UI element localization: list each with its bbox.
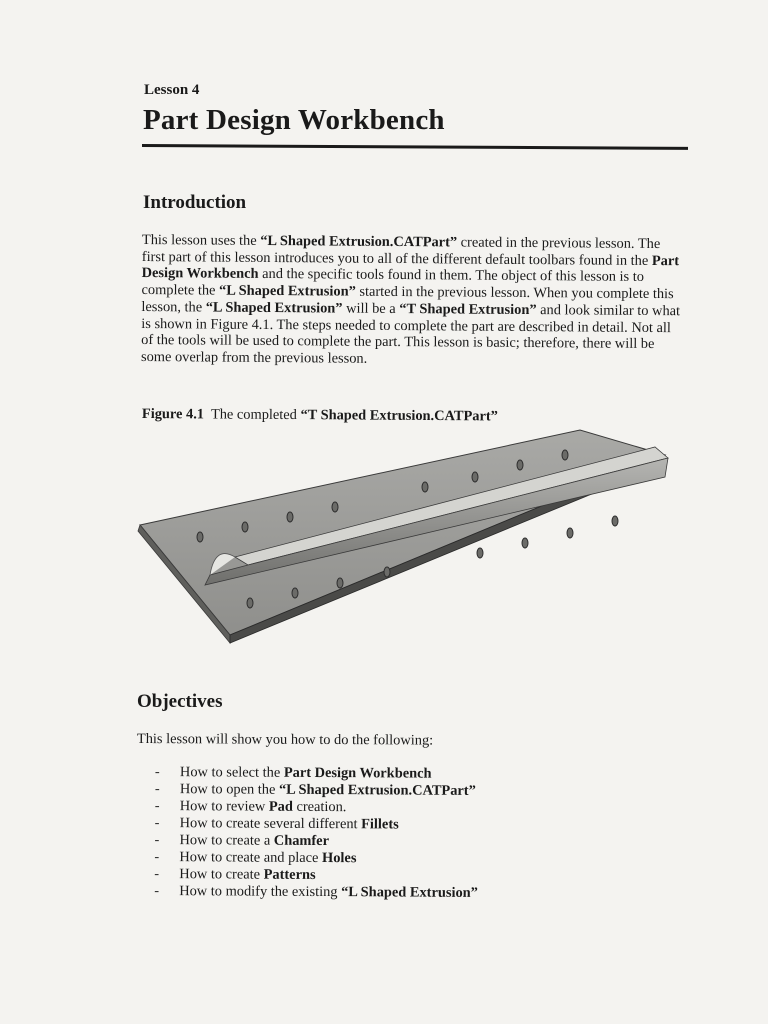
hole — [422, 482, 428, 492]
list-bullet: - — [154, 848, 160, 866]
introduction-heading: Introduction — [143, 192, 247, 213]
objective-item — [154, 832, 478, 851]
objectives-heading: Objectives — [137, 691, 223, 712]
hole — [287, 512, 293, 522]
objective-item — [155, 815, 479, 834]
list-bullet: - — [154, 797, 160, 815]
objectives-intro: This lesson will show you how to do the following: — [136, 731, 434, 749]
text-run: started in the previous lesson. When you complete this lesson, the — [141, 283, 674, 316]
objective-item — [154, 866, 478, 885]
bold-text: “L Shaped Extrusion” — [219, 282, 356, 300]
list-bullet: - — [154, 831, 160, 849]
bold-text: Holes — [322, 850, 357, 867]
text-run: How to create — [179, 866, 264, 883]
text-run: created in the previous lesson. The first part of this lesson introduces you to all of the different default toolbars found in the — [141, 234, 661, 269]
text-run: and the specific tools found in them. The object of this lesson is to complete the — [141, 266, 645, 299]
bold-text: Part Design Workbench — [283, 764, 432, 782]
hole — [384, 567, 390, 577]
introduction-paragraph — [141, 232, 682, 370]
lesson-number: Lesson 4 — [144, 82, 200, 98]
hole — [562, 450, 568, 460]
figure-caption-part-name: “T Shaped Extrusion.CATPart” — [300, 407, 498, 425]
bold-text: “L Shaped Extrusion.CATPart” — [278, 781, 476, 799]
text-run: How to select the — [179, 764, 284, 781]
figure-caption — [142, 406, 498, 425]
t-shaped-extrusion-figure — [130, 425, 680, 655]
text-run: creation. — [292, 798, 347, 816]
lesson-title: Part Design Workbench — [143, 104, 445, 136]
hole — [197, 532, 203, 542]
objective-item — [155, 781, 479, 800]
hole — [292, 588, 298, 598]
objective-item — [154, 883, 478, 902]
list-bullet: - — [154, 882, 160, 900]
text-run: will be a — [342, 300, 400, 317]
bold-text: Pad — [268, 798, 293, 815]
hole — [477, 548, 483, 558]
bold-text: “L Shaped Extrusion” — [205, 299, 343, 317]
figure-caption-text: The completed — [210, 406, 301, 424]
text-run: How to create and place — [179, 849, 323, 867]
hole — [247, 598, 253, 608]
text-run: How to open the — [179, 781, 280, 798]
figure-label: Figure 4.1 — [141, 406, 205, 423]
bold-text: “T Shaped Extrusion” — [399, 300, 537, 318]
hole — [242, 522, 248, 532]
bold-text: Part Design Workbench — [141, 252, 680, 283]
title-divider — [142, 144, 688, 150]
bold-text: Fillets — [361, 816, 399, 833]
text-run: and look similar to what is shown in Figure 4.1. The steps needed to complete the part are described in detail. Not all of the tools will be used to complete the part. This lesson is basic; therefore, there will be some overlap from the previous lesson. — [140, 301, 681, 367]
text-run: How to create several different — [179, 815, 362, 833]
hole — [472, 472, 478, 482]
objective-item — [154, 849, 478, 868]
list-bullet: - — [154, 764, 160, 781]
text-run: How to modify the existing — [179, 883, 342, 901]
bold-text: “L Shaped Extrusion.CATPart” — [260, 232, 458, 251]
hole — [337, 578, 343, 588]
objective-item — [155, 764, 479, 783]
list-bullet: - — [154, 780, 160, 798]
bold-text: Patterns — [263, 866, 316, 883]
text-run: This lesson uses the — [141, 232, 261, 249]
hole — [522, 538, 528, 548]
list-bullet: - — [154, 814, 160, 832]
hole — [332, 502, 338, 512]
list-bullet: - — [154, 865, 160, 883]
hole — [567, 528, 573, 538]
bold-text: Chamfer — [273, 832, 330, 850]
text-run: How to create a — [179, 832, 274, 849]
objective-item — [155, 798, 479, 817]
hole — [517, 460, 523, 470]
bold-text: “L Shaped Extrusion” — [341, 884, 478, 901]
text-run: How to review — [179, 798, 269, 815]
hole — [612, 516, 618, 526]
objectives-list — [154, 764, 478, 902]
